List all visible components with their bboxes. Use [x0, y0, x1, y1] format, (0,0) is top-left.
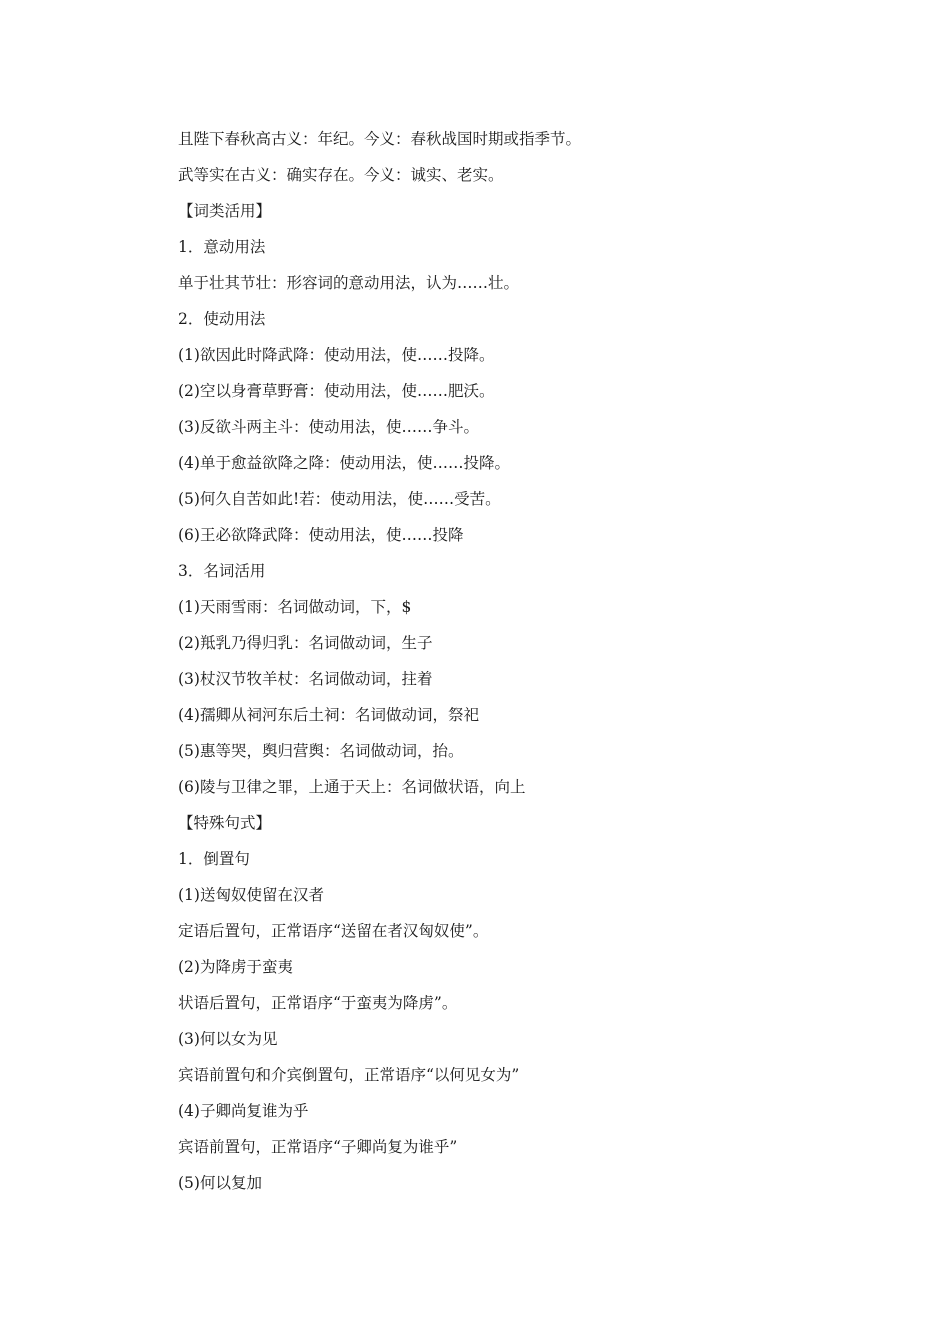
list-item: (1)天雨雪雨：名词做动词，下，$: [178, 598, 412, 616]
list-item: (5)惠等哭，舆归营舆：名词做动词，抬。: [178, 742, 464, 760]
list-item: (6)王必欲降武降：使动用法，使……投降: [178, 526, 464, 544]
explanation-line: 定语后置句，正常语序“送留在者汉匈奴使”。: [178, 922, 489, 940]
document-body: [178, 121, 878, 1201]
list-item: (5)何以复加: [178, 1174, 262, 1192]
explanation-line: 宾语前置句，正常语序“子卿尚复为谁乎”: [178, 1138, 458, 1156]
text-line: 且陛下春秋高古义：年纪。今义：春秋战国时期或指季节。: [178, 130, 582, 148]
list-item: (5)何久自苦如此!若：使动用法，使……受苦。: [178, 490, 501, 508]
list-item: (2)羝乳乃得归乳：名词做动词，生子: [178, 634, 433, 652]
explanation-line: 宾语前置句和介宾倒置句，正常语序“以何见女为”: [178, 1066, 520, 1084]
subsection-heading: 2．使动用法: [178, 310, 266, 328]
subsection-heading: 1．倒置句: [178, 850, 250, 868]
list-item: (2)空以身膏草野膏：使动用法，使……肥沃。: [178, 382, 495, 400]
subsection-heading: 1．意动用法: [178, 238, 266, 256]
list-item: (3)杖汉节牧羊杖：名词做动词，拄着: [178, 670, 433, 688]
text-line: 单于壮其节壮：形容词的意动用法，认为……壮。: [178, 274, 520, 292]
list-item: (4)孺卿从祠河东后土祠：名词做动词，祭祀: [178, 706, 479, 724]
section-heading: 【词类活用】: [178, 202, 272, 220]
list-item: (4)子卿尚复谁为乎: [178, 1102, 309, 1120]
list-item: (3)何以女为见: [178, 1030, 278, 1048]
list-item: (4)单于愈益欲降之降：使动用法，使……投降。: [178, 454, 510, 472]
text-line: 武等实在古义：确实存在。今义：诚实、老实。: [178, 166, 504, 184]
subsection-heading: 3．名词活用: [178, 562, 266, 580]
list-item: (1)欲因此时降武降：使动用法，使……投降。: [178, 346, 495, 364]
section-heading: 【特殊句式】: [178, 814, 272, 832]
list-item: (6)陵与卫律之罪，上通于天上：名词做状语，向上: [178, 778, 526, 796]
list-item: (2)为降虏于蛮夷: [178, 958, 293, 976]
explanation-line: 状语后置句，正常语序“于蛮夷为降虏”。: [178, 994, 458, 1012]
list-item: (1)送匈奴使留在汉者: [178, 886, 324, 904]
list-item: (3)反欲斗两主斗：使动用法，使……争斗。: [178, 418, 479, 436]
